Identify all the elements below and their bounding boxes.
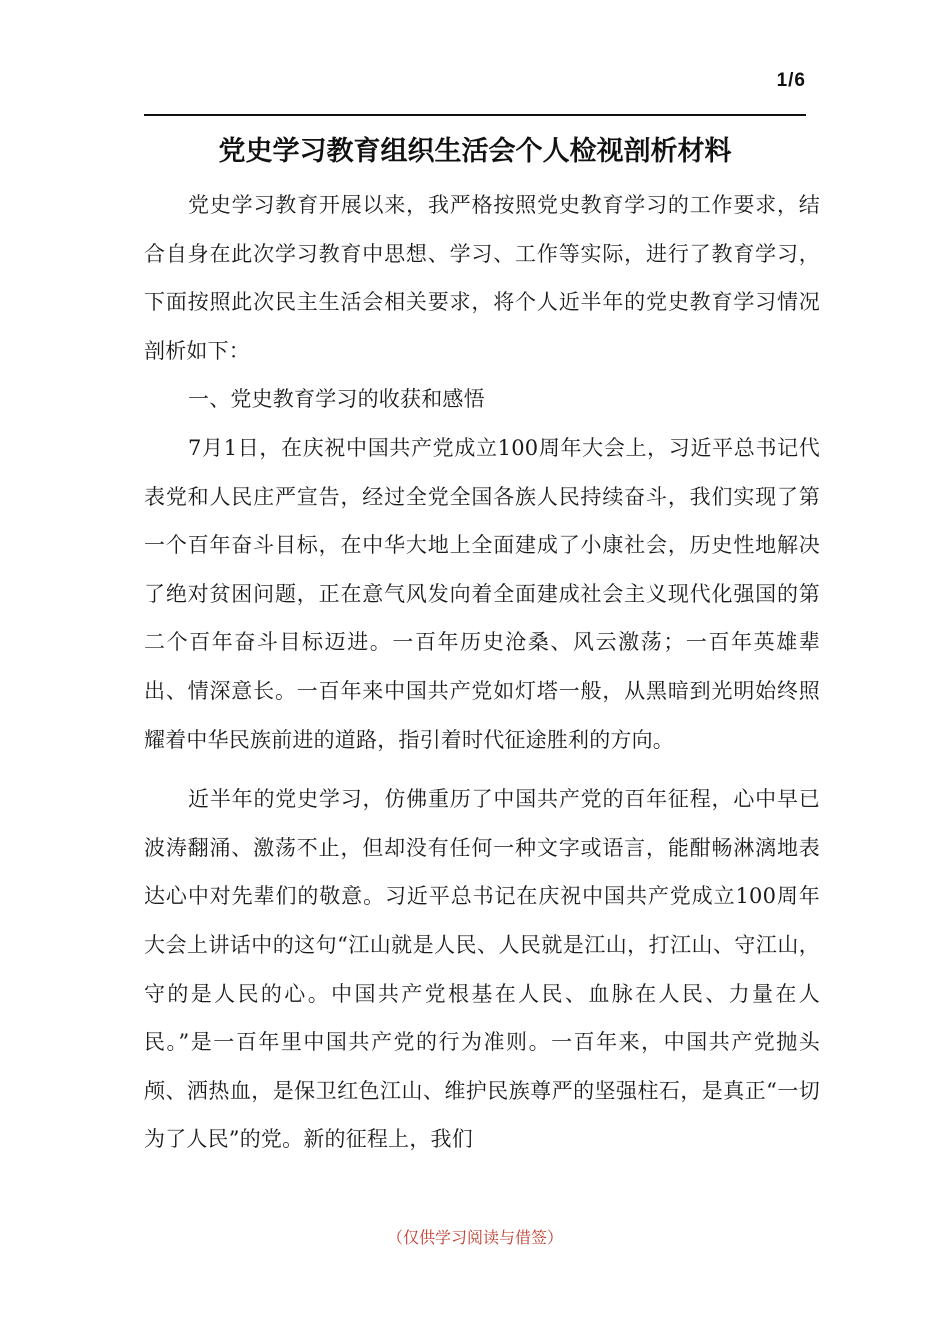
header-rule xyxy=(144,114,806,116)
section-heading-1: 一、党史教育学习的收获和感悟 xyxy=(188,387,485,412)
document-title: 党史学习教育组织生活会个人检视剖析材料 xyxy=(218,136,732,167)
footer-note: （仅供学习阅读与借签） xyxy=(386,1228,563,1247)
paragraph-half-year-study: 近半年的党史学习，仿佛重历了中国共产党的百年征程，心中早已波涛翻涌、激荡不止，但却没有任何一种文字或语言，能酣畅淋漓地表达心中对先辈们的敬意。习近平总书记在庆祝中国共产党成立100周年大会上讲话中的这句“江山就是人民、人民就是江山，打江山、守江山，守的是人民的心。中国共产党根基在人民、血脉在人民、力量在人民。”是一百年里中国共产党的行为准则。一百年来，中国共产党抛头颅、洒热血，是保卫红色江山、维护民族尊严的坚强柱石，是真正“一切为了人民”的党。新的征程上，我们 xyxy=(144,787,820,1152)
page-number: 1/6 xyxy=(776,70,806,91)
paragraph-july-first: 7月1日，在庆祝中国共产党成立100周年大会上，习近平总书记代表党和人民庄严宣告，经过全党全国各族人民持续奋斗，我们实现了第一个百年奋斗目标，在中华大地上全面建成了小康社会，历史性地解决了绝对贫困问题，正在意气风发向着全面建成社会主义现代化强国的第二个百年奋斗目标迈进。一百年历史沧桑、风云激荡；一百年英雄辈出、情深意长。一百年来中国共产党如灯塔一般，从黑暗到光明始终照耀着中华民族前进的道路，指引着时代征途胜利的方向。 xyxy=(144,435,820,752)
paragraph-intro: 党史学习教育开展以来，我严格按照党史教育学习的工作要求，结合自身在此次学习教育中思想、学习、工作等实际，进行了教育学习，下面按照此次民主生活会相关要求，将个人近半年的党史教育学习情况剖析如下： xyxy=(144,193,820,363)
document-body xyxy=(144,181,820,1164)
